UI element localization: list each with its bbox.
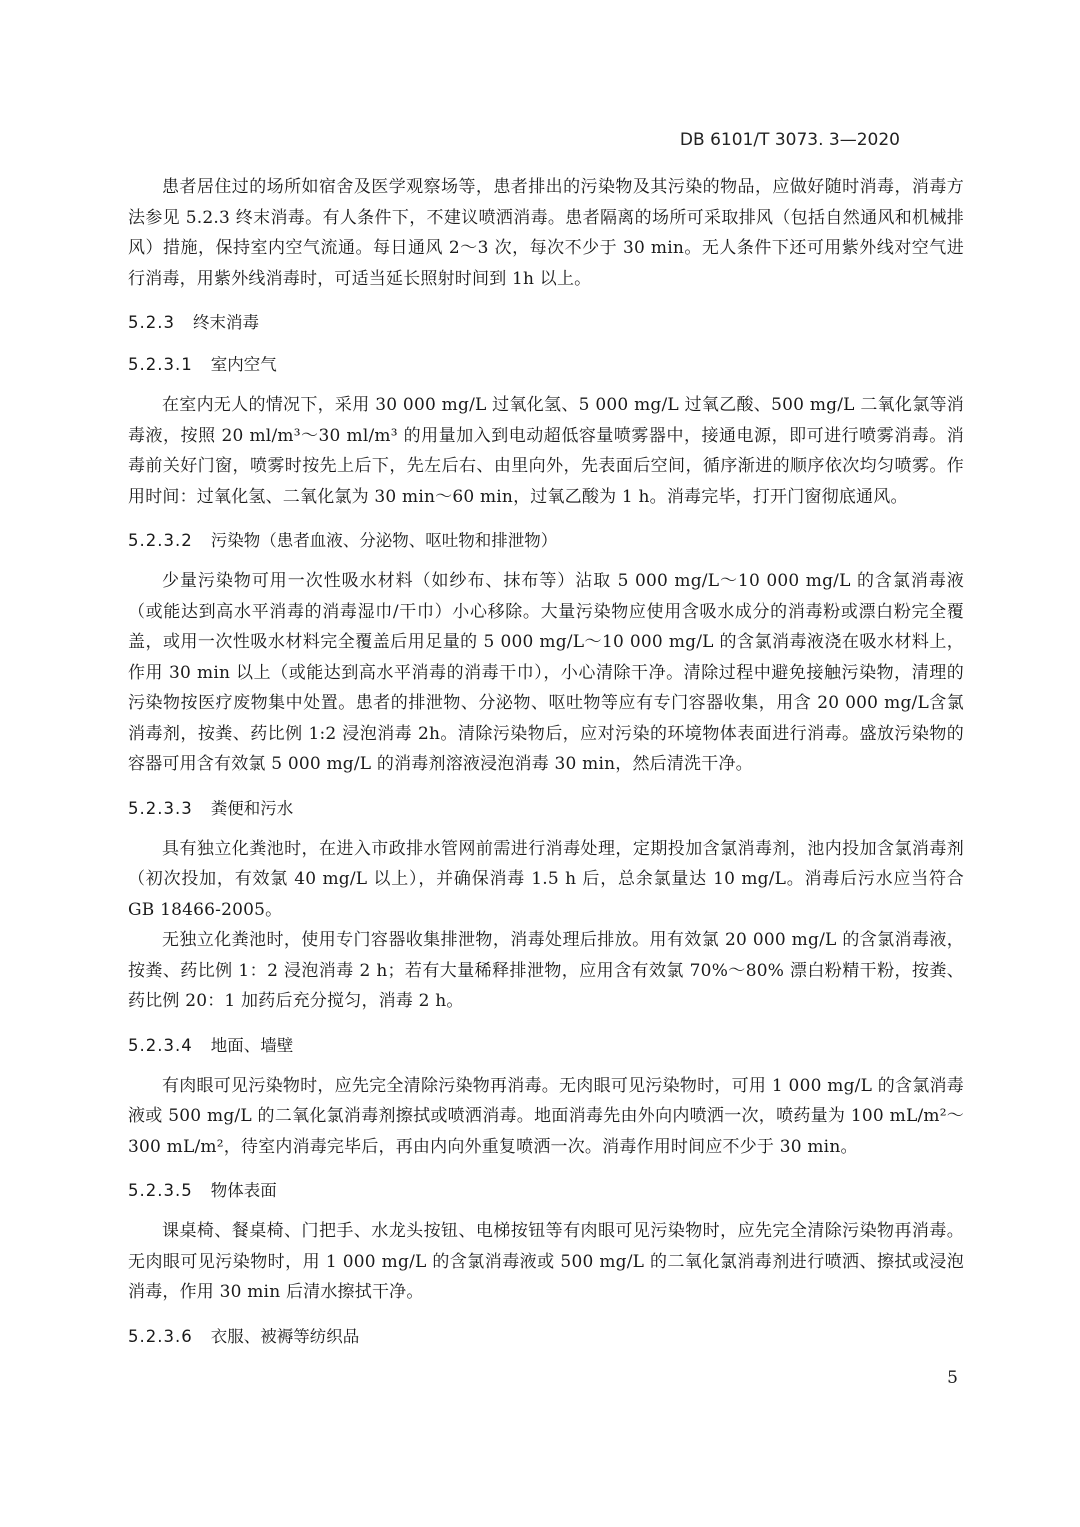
section-number: 5.2.3.2 xyxy=(128,531,193,550)
section-heading xyxy=(128,1178,964,1204)
section-heading xyxy=(128,1324,964,1350)
section-title: 污染物（患者血液、分泌物、呕吐物和排泄物） xyxy=(210,531,558,550)
section-number: 5.2.3 xyxy=(128,313,175,332)
page-number: 5 xyxy=(947,1368,958,1388)
section-title: 终末消毒 xyxy=(192,313,259,332)
document-code-header: DB 6101/T 3073. 3—2020 xyxy=(679,130,900,150)
paragraph: 无独立化粪池时，使用专门容器收集排泄物，消毒处理后排放。用有效氯 20 000 mg/L 的含氯消毒液，按粪、药比例 1：2 浸泡消毒 2 h；若有大量稀释排泄物，应用含有效氯 70%～80% 漂白粉精干粉，按粪、药比例 20：1 加药后充分搅匀，消毒 2 h。 xyxy=(128,930,964,1011)
paragraph: 有肉眼可见污染物时，应先完全清除污染物再消毒。无肉眼可见污染物时，可用 1 000 mg/L 的含氯消毒液或 500 mg/L 的二氧化氯消毒剂擦拭或喷洒消毒。地面消毒先由外向内喷洒一次，喷药量为 100 mL/m²～300 mL/m²，待室内消毒完毕后，再由内向外重复喷洒一次。消毒作用时间应不少于 30 min。 xyxy=(128,1075,964,1157)
section-heading xyxy=(128,310,964,336)
section-number: 5.2.3.6 xyxy=(128,1326,193,1346)
section-title: 室内空气 xyxy=(210,355,277,374)
section-heading xyxy=(128,1033,964,1059)
section-number: 5.2.3.3 xyxy=(128,798,193,818)
section-title: 地面、墙壁 xyxy=(210,1035,294,1055)
section-title: 粪便和污水 xyxy=(210,798,294,818)
section-number: 5.2.3.1 xyxy=(128,355,193,374)
paragraph: 在室内无人的情况下，采用 30 000 mg/L 过氧化氢、5 000 mg/L 过氧乙酸、500 mg/L 二氧化氯等消毒液，按照 20 ml/m³～30 ml/m³ 的用量加入到电动超低容量喷雾器中，接通电源，即可进行喷雾消毒。消毒前关好门窗，喷雾时按先上后下，先左后右、由里向外，先表面后空间，循序渐进的顺序依次均匀喷雾。作用时间：过氧化氢、二氧化氯为 30 min～60 min，过氧乙酸为 1 h。消毒完毕，打开门窗彻底通风。 xyxy=(128,395,964,507)
section-heading xyxy=(128,352,964,378)
paragraph: 课桌椅、餐桌椅、门把手、水龙头按钮、电梯按钮等有肉眼可见污染物时，应先完全清除污染物再消毒。无肉眼可见污染物时，用 1 000 mg/L 的含氯消毒液或 500 mg/L 的二氧化氯消毒剂进行喷洒、擦拭或浸泡消毒，作用 30 min 后清水擦拭干净。 xyxy=(128,1221,964,1302)
section-title: 衣服、被褥等纺织品 xyxy=(210,1326,360,1346)
section-heading xyxy=(128,528,964,554)
paragraph: 患者居住过的场所如宿舍及医学观察场等，患者排出的污染物及其污染的物品，应做好随时消毒，消毒方法参见 5.2.3 终末消毒。有人条件下，不建议喷洒消毒。患者隔离的场所可采取排风（包括自然通风和机械排风）措施，保持室内空气流通。每日通风 2～3 次，每次不少于 30 min。无人条件下还可用紫外线对空气进行消毒，用紫外线消毒时，可适当延长照射时间到 1h 以上。 xyxy=(128,177,964,289)
section-title: 物体表面 xyxy=(210,1181,277,1200)
section-heading xyxy=(128,796,964,822)
section-number: 5.2.3.5 xyxy=(128,1181,193,1200)
document-body xyxy=(128,172,964,1362)
paragraph: 少量污染物可用一次性吸水材料（如纱布、抹布等）沾取 5 000 mg/L～10 000 mg/L 的含氯消毒液（或能达到高水平消毒的消毒湿巾/干巾）小心移除。大量污染物应使用含吸水成分的消毒粉或漂白粉完全覆盖，或用一次性吸水材料完全覆盖后用足量的 5 000 mg/L～10 000 mg/L 的含氯消毒液浇在吸水材料上，作用 30 min 以上（或能达到高水平消毒的消毒干巾），小心清除干净。清除过程中避免接触污染物，清理的污染物按医疗废物集中处置。患者的排泄物、分泌物、呕吐物等应有专门容器收集，用含 20 000 mg/L含氯消毒剂，按粪、药比例 1:2 浸泡消毒 2h。清除污染物后，应对污染的环境物体表面进行消毒。盛放污染物的容器可用含有效氯 5 000 mg/L 的消毒剂溶液浸泡消毒 30 min，然后清洗干净。 xyxy=(128,571,964,774)
section-number: 5.2.3.4 xyxy=(128,1035,193,1055)
paragraph: 具有独立化粪池时，在进入市政排水管网前需进行消毒处理，定期投加含氯消毒剂，池内投加含氯消毒剂（初次投加，有效氯 40 mg/L 以上），并确保消毒 1.5 h 后，总余氯量达 10 mg/L。消毒后污水应当符合 GB 18466-2005。 xyxy=(128,838,964,920)
